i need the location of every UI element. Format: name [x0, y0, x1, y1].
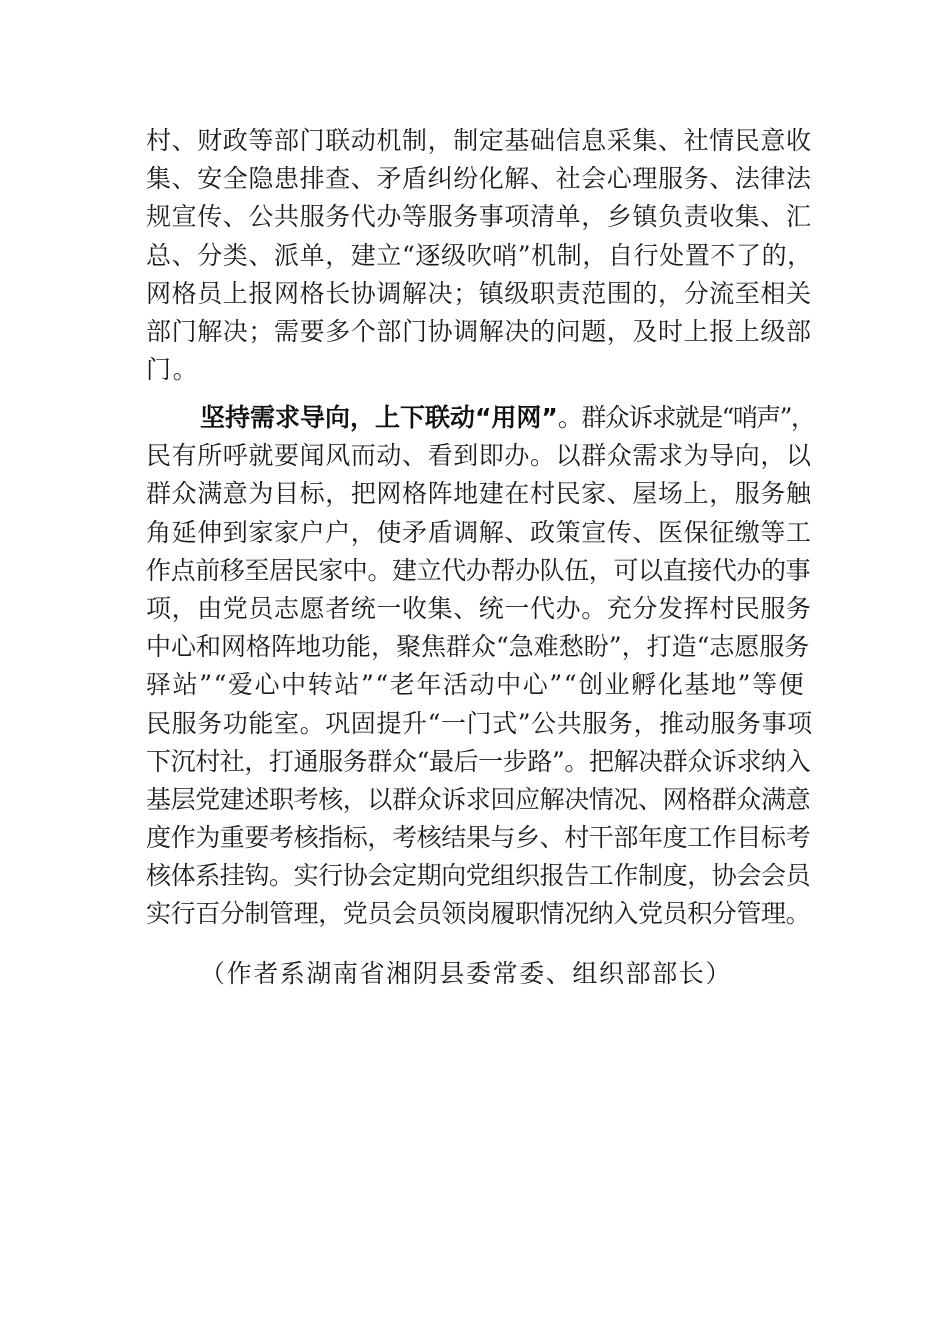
paragraph-line: 门。	[146, 355, 200, 385]
paragraph-first-line	[146, 399, 814, 437]
paragraph-line: 部门解决；需要多个部门协调解决的问题，及时上报上级部	[146, 316, 812, 346]
paragraph-line: 规宣传、公共服务代办等服务事项清单，乡镇负责收集、汇	[146, 202, 812, 232]
paragraph-line: 村、财政等部门联动机制，制定基础信息采集、社情民意收	[146, 126, 812, 155]
paragraph-line: 实行百分制管理，党员会员领岗履职情况纳入党员积分管理。	[146, 899, 811, 929]
paragraph-line: 总、分类、派单，建立“逐级吹哨”机制，自行处置不了的，	[146, 240, 813, 270]
paragraph-line: 基层党建述职考核，以群众诉求回应解决情况、网格群众满意	[146, 784, 811, 814]
paragraph-line: 网格员上报网格长协调解决；镇级职责范围的，分流至相关	[146, 278, 812, 308]
paragraph-line: 群众满意为目标，把网格阵地建在村民家、屋场上，服务触	[146, 479, 812, 509]
paragraph-line: 民服务功能室。巩固提升“一门式”公共服务，推动服务事项	[146, 708, 813, 738]
paragraph-line: 项，由党员志愿者统一收集、统一代办。充分发挥村民服务	[146, 593, 812, 623]
section-heading: 坚持需求导向，上下联动“用网”	[200, 403, 558, 432]
paragraph-2	[146, 399, 814, 934]
paragraph-line: 度作为重要考核指标，考核结果与乡、村干部年度工作目标考	[146, 823, 811, 853]
paragraph-line: 角延伸到家家户户，使矛盾调解、政策宣传、医保征缴等工	[146, 517, 812, 547]
paragraph-line: 下沉村社，打通服务群众“最后一步路”。把解决群众诉求纳入	[146, 746, 811, 776]
paragraph-line: 民有所呼就要闻风而动、看到即办。以群众需求为导向，以	[146, 441, 812, 471]
paragraph-1	[146, 122, 814, 389]
paragraph-line: 核体系挂钩。实行协会定期向党组织报告工作制度，协会会员	[146, 861, 811, 891]
paragraph-line: 中心和网格阵地功能，聚焦群众“急难愁盼”，打造“志愿服务	[146, 632, 810, 662]
paragraph-line: 驿站”“爱心中转站”“老年活动中心”“创业孵化基地”等便	[146, 670, 806, 700]
first-line-text: 。群众诉求就是“哨声”，	[557, 403, 815, 432]
paragraph-line: 作点前移至居民家中。建立代办帮办队伍，可以直接代办的事	[146, 555, 811, 585]
paragraph-line: 集、安全隐患排查、矛盾纠纷化解、社会心理服务、法律法	[146, 164, 812, 194]
author-byline: （作者系湖南省湘阴县委常委、组织部部长）	[200, 959, 733, 988]
